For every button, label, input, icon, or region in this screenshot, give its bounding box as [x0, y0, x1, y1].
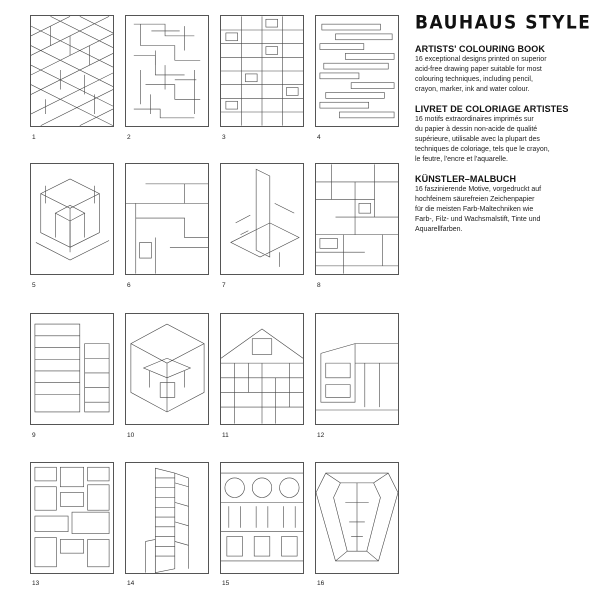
body-line: Farb-, Filz- und Wachsmalstift, Tinte und	[415, 216, 541, 223]
isometric-room-drawing	[126, 314, 208, 424]
symmetric-hall-drawing	[316, 463, 398, 573]
design-thumbnail-15	[220, 462, 304, 574]
section-title: LIVRET DE COLORIAGE ARTISTES	[415, 104, 569, 114]
section-body	[415, 55, 593, 95]
isometric-blocks-drawing	[31, 16, 113, 126]
design-thumbnail-5	[30, 163, 114, 275]
circles-columns-drawing	[221, 463, 303, 573]
grid-rectangles-drawing	[316, 164, 398, 274]
section-french	[415, 104, 593, 165]
design-thumbnail-7	[220, 163, 304, 275]
design-thumbnail-8	[315, 163, 399, 275]
isometric-house-drawing	[31, 164, 113, 274]
design-number: 14	[127, 580, 135, 587]
rectangle-tiles-drawing	[31, 463, 113, 573]
body-line: crayon, marker, ink and water colour.	[415, 86, 530, 93]
body-line: hochfeinem säurefreien Zeichenpapier	[415, 196, 535, 203]
design-number: 7	[222, 282, 226, 289]
section-title: ARTISTS' COLOURING BOOK	[415, 44, 545, 54]
section-title: KÜNSTLER–MALBUCH	[415, 174, 517, 184]
section-english	[415, 44, 593, 95]
design-thumbnail-1	[30, 15, 114, 127]
maze-lines-drawing	[126, 16, 208, 126]
design-number: 10	[127, 432, 135, 439]
design-thumbnail-4	[315, 15, 399, 127]
body-line: acid-free drawing paper suitable for most	[415, 66, 542, 73]
body-line: 16 faszinierende Motive, vorgedruckt auf	[415, 186, 542, 193]
design-number: 8	[317, 282, 321, 289]
grid-squares-drawing	[221, 16, 303, 126]
section-german	[415, 174, 593, 235]
design-thumbnail-3	[220, 15, 304, 127]
body-line: für die meisten Farb-Maltechniken wie	[415, 206, 534, 213]
design-number: 12	[317, 432, 325, 439]
body-line: le feutre, l'encre et l'aquarelle.	[415, 156, 508, 163]
design-number: 3	[222, 134, 226, 141]
body-line: 16 exceptional designs printed on superior	[415, 56, 547, 63]
design-number: 16	[317, 580, 325, 587]
interior-lines-drawing	[126, 164, 208, 274]
design-thumbnail-14	[125, 462, 209, 574]
design-thumbnail-13	[30, 462, 114, 574]
design-thumbnail-10	[125, 313, 209, 425]
design-thumbnail-2	[125, 15, 209, 127]
design-number: 15	[222, 580, 230, 587]
building-facade-drawing	[31, 314, 113, 424]
design-thumbnail-16	[315, 462, 399, 574]
design-thumbnail-11	[220, 313, 304, 425]
design-number: 11	[222, 432, 229, 439]
facade-grid-drawing	[221, 314, 303, 424]
body-line: colouring techniques, including pencil,	[415, 76, 533, 83]
design-thumbnail-12	[315, 313, 399, 425]
design-number: 5	[32, 282, 36, 289]
design-number: 2	[127, 134, 131, 141]
body-line: supérieure, utilisable avec la plupart des	[415, 136, 540, 143]
horizontal-bars-drawing	[316, 16, 398, 126]
description-panel	[415, 12, 593, 244]
body-line: 16 motifs extraordinaires imprimés sur	[415, 116, 534, 123]
design-number: 13	[32, 580, 40, 587]
villa-drawing	[316, 314, 398, 424]
body-line: du papier à dessin non-acide de qualité	[415, 126, 538, 133]
tower-drawing	[126, 463, 208, 573]
body-line: Aquarellfarben.	[415, 226, 463, 233]
perspective-planes-drawing	[221, 164, 303, 274]
design-number: 6	[127, 282, 131, 289]
section-body	[415, 185, 593, 235]
design-thumbnail-6	[125, 163, 209, 275]
design-number: 4	[317, 134, 321, 141]
design-thumbnail-9	[30, 313, 114, 425]
book-title: BAUHAUS STYLE	[415, 12, 592, 34]
design-number: 1	[32, 134, 36, 141]
body-line: techniques de coloriage, tels que le crayon,	[415, 146, 550, 153]
design-number: 9	[32, 432, 36, 439]
section-body	[415, 115, 593, 165]
